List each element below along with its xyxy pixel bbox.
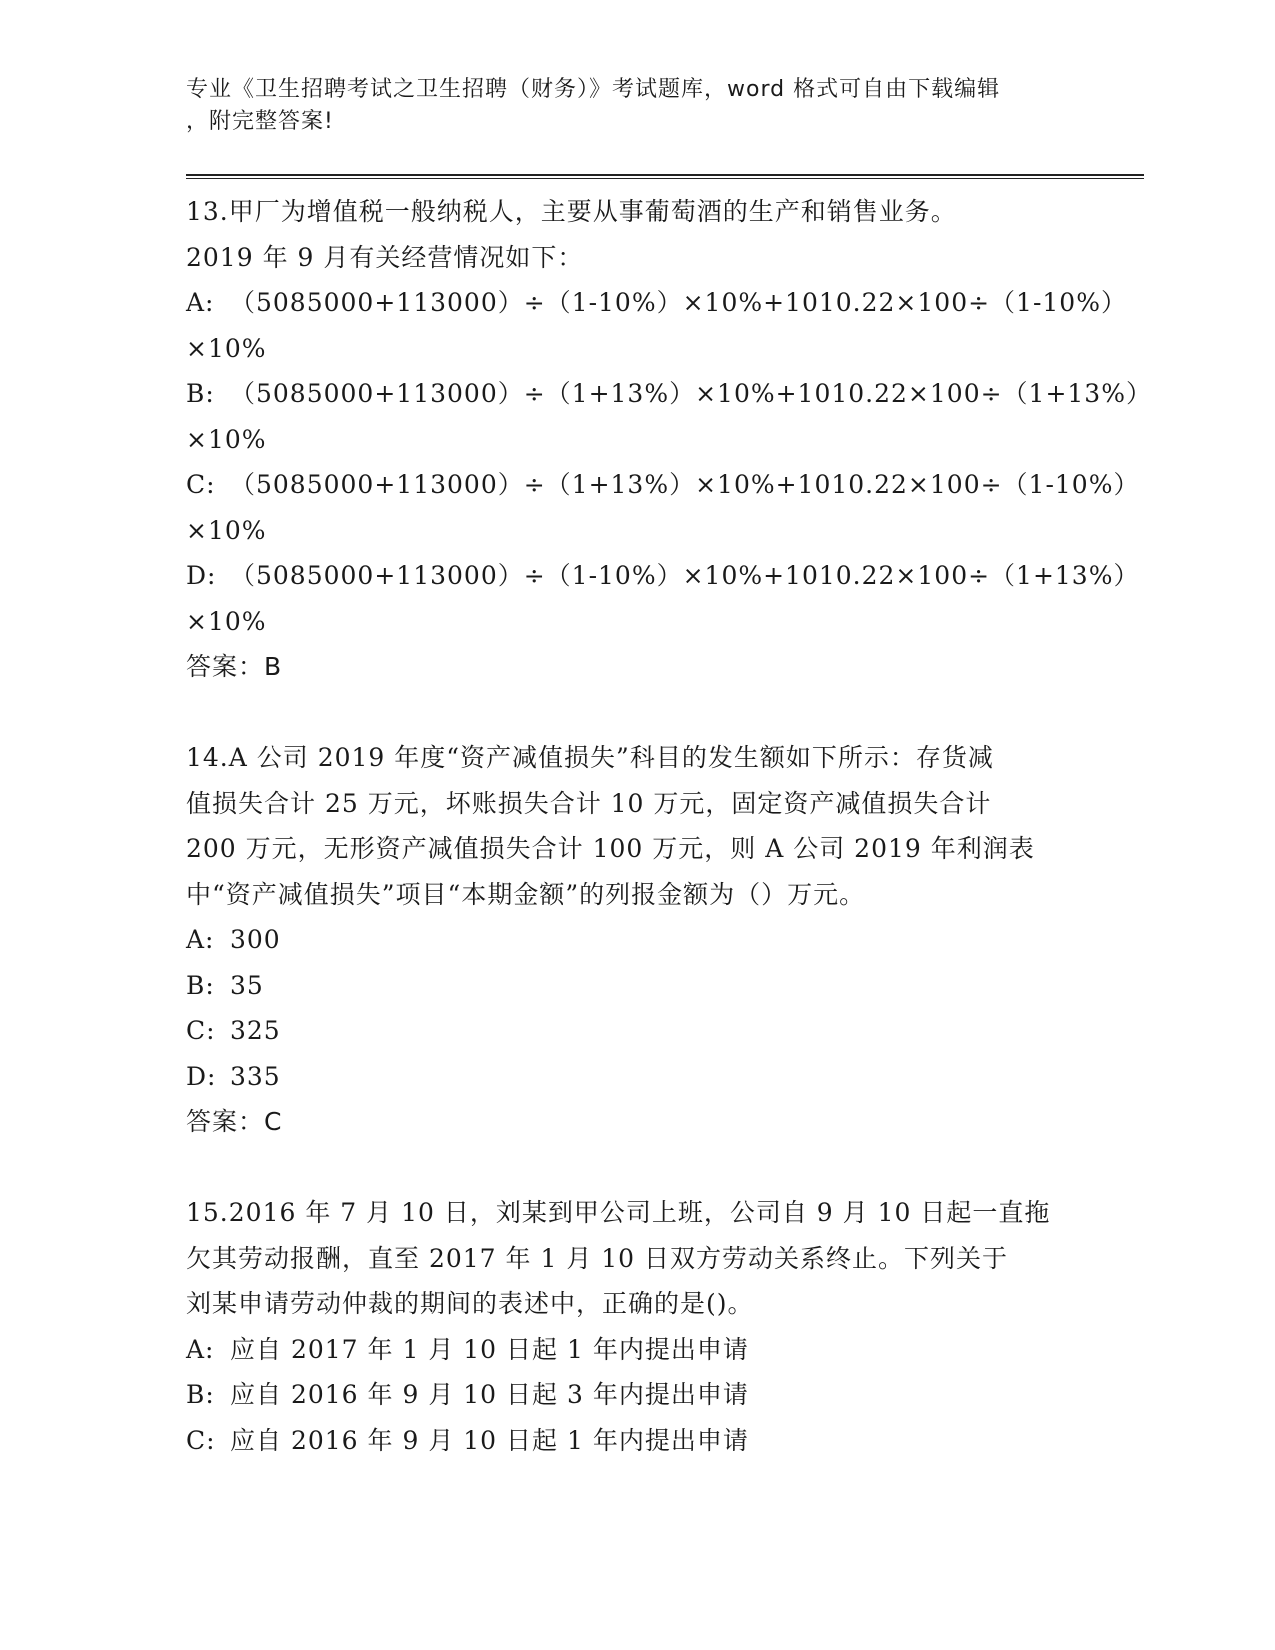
answer-text: 答案：C [186, 1107, 283, 1136]
option-c-continued: ×10% [186, 515, 267, 545]
option-label: A: [186, 925, 215, 954]
option-text: 应自 2017 年 1 月 10 日起 1 年内提出申请 [230, 1334, 749, 1364]
question-stem-line: 中“资产减值损失”项目“本期金额”的列报金额为（）万元。 [186, 879, 866, 909]
option-text: 应自 2016 年 9 月 10 日起 1 年内提出申请 [230, 1425, 749, 1455]
question-stem-line: 值损失合计 25 万元，坏账损失合计 10 万元，固定资产减值损失合计 [186, 788, 992, 818]
question-stem-line: 15.2016 年 7 月 10 日，刘某到甲公司上班，公司自 9 月 10 日起一直拖 [186, 1198, 1051, 1227]
option-a [186, 917, 1086, 963]
option-text: （5085000+113000）÷（1-10%）×10%+1010.22×100÷（1-10%） [230, 288, 1127, 317]
option-label: B: [186, 379, 215, 408]
question-stem-line: 刘某申请劳动仲裁的期间的表述中，正确的是()。 [186, 1289, 754, 1318]
option-label: A: [186, 288, 215, 317]
question-13 [186, 189, 1152, 690]
question-15 [186, 1190, 1086, 1463]
option-label: D: [186, 1061, 217, 1091]
question-spacer [186, 690, 1086, 736]
option-text: 应自 2016 年 9 月 10 日起 3 年内提出申请 [230, 1380, 749, 1409]
option-label: B: [186, 1380, 215, 1409]
option-text: 300 [230, 925, 281, 954]
question-stem-line: 欠其劳动报酬，直至 2017 年 1 月 10 日双方劳动关系终止。下列关于 [186, 1243, 1009, 1273]
option-b [186, 1372, 1086, 1418]
option-label: A: [186, 1334, 215, 1364]
option-text: （5085000+113000）÷（1-10%）×10%+1010.22×100÷（1+13%） [230, 561, 1140, 590]
header-divider [186, 174, 1144, 179]
option-a [186, 280, 1127, 326]
option-d [186, 1054, 1086, 1100]
option-label: C: [186, 1425, 216, 1455]
question-stem-line: 2019 年 9 月有关经营情况如下： [186, 242, 584, 272]
option-text: （5085000+113000）÷（1+13%）×10%+1010.22×100÷（1-10%） [230, 470, 1140, 499]
option-label: C: [186, 470, 216, 499]
header-line-1: 专业《卫生招聘考试之卫生招聘（财务）》考试题库，word 格式可自由下载编辑 [186, 77, 1001, 102]
option-b-continued: ×10% [186, 424, 267, 454]
option-d [186, 553, 1140, 599]
question-list [186, 189, 1152, 1463]
option-label: C: [186, 1016, 216, 1045]
option-c [186, 1418, 1086, 1464]
option-text: 35 [230, 970, 264, 1000]
option-a [186, 1327, 1086, 1373]
question-stem-line: 200 万元，无形资产减值损失合计 100 万元，则 A 公司 2019 年利润表 [186, 834, 1035, 863]
question-14 [186, 735, 1086, 1145]
option-b [186, 371, 1152, 417]
option-b [186, 963, 1086, 1009]
option-text: 325 [230, 1016, 281, 1045]
question-stem-line: 14.A 公司 2019 年度“资产减值损失”科目的发生额如下所示：存货减 [186, 743, 994, 772]
header-line-2: ，附完整答案! [186, 109, 334, 134]
option-d-continued: ×10% [186, 606, 267, 636]
option-text: （5085000+113000）÷（1+13%）×10%+1010.22×100÷（1+13%） [230, 379, 1152, 408]
option-c [186, 462, 1140, 508]
answer-text: 答案：B [186, 652, 283, 681]
option-text: 335 [230, 1061, 281, 1091]
document-header [186, 74, 1066, 138]
option-label: D: [186, 561, 217, 590]
question-stem-line: 13.甲厂为增值税一般纳税人，主要从事葡萄酒的生产和销售业务。 [186, 197, 957, 226]
option-label: B: [186, 970, 215, 1000]
option-c [186, 1008, 1086, 1054]
option-a-continued: ×10% [186, 333, 267, 363]
question-spacer [186, 1145, 1086, 1191]
